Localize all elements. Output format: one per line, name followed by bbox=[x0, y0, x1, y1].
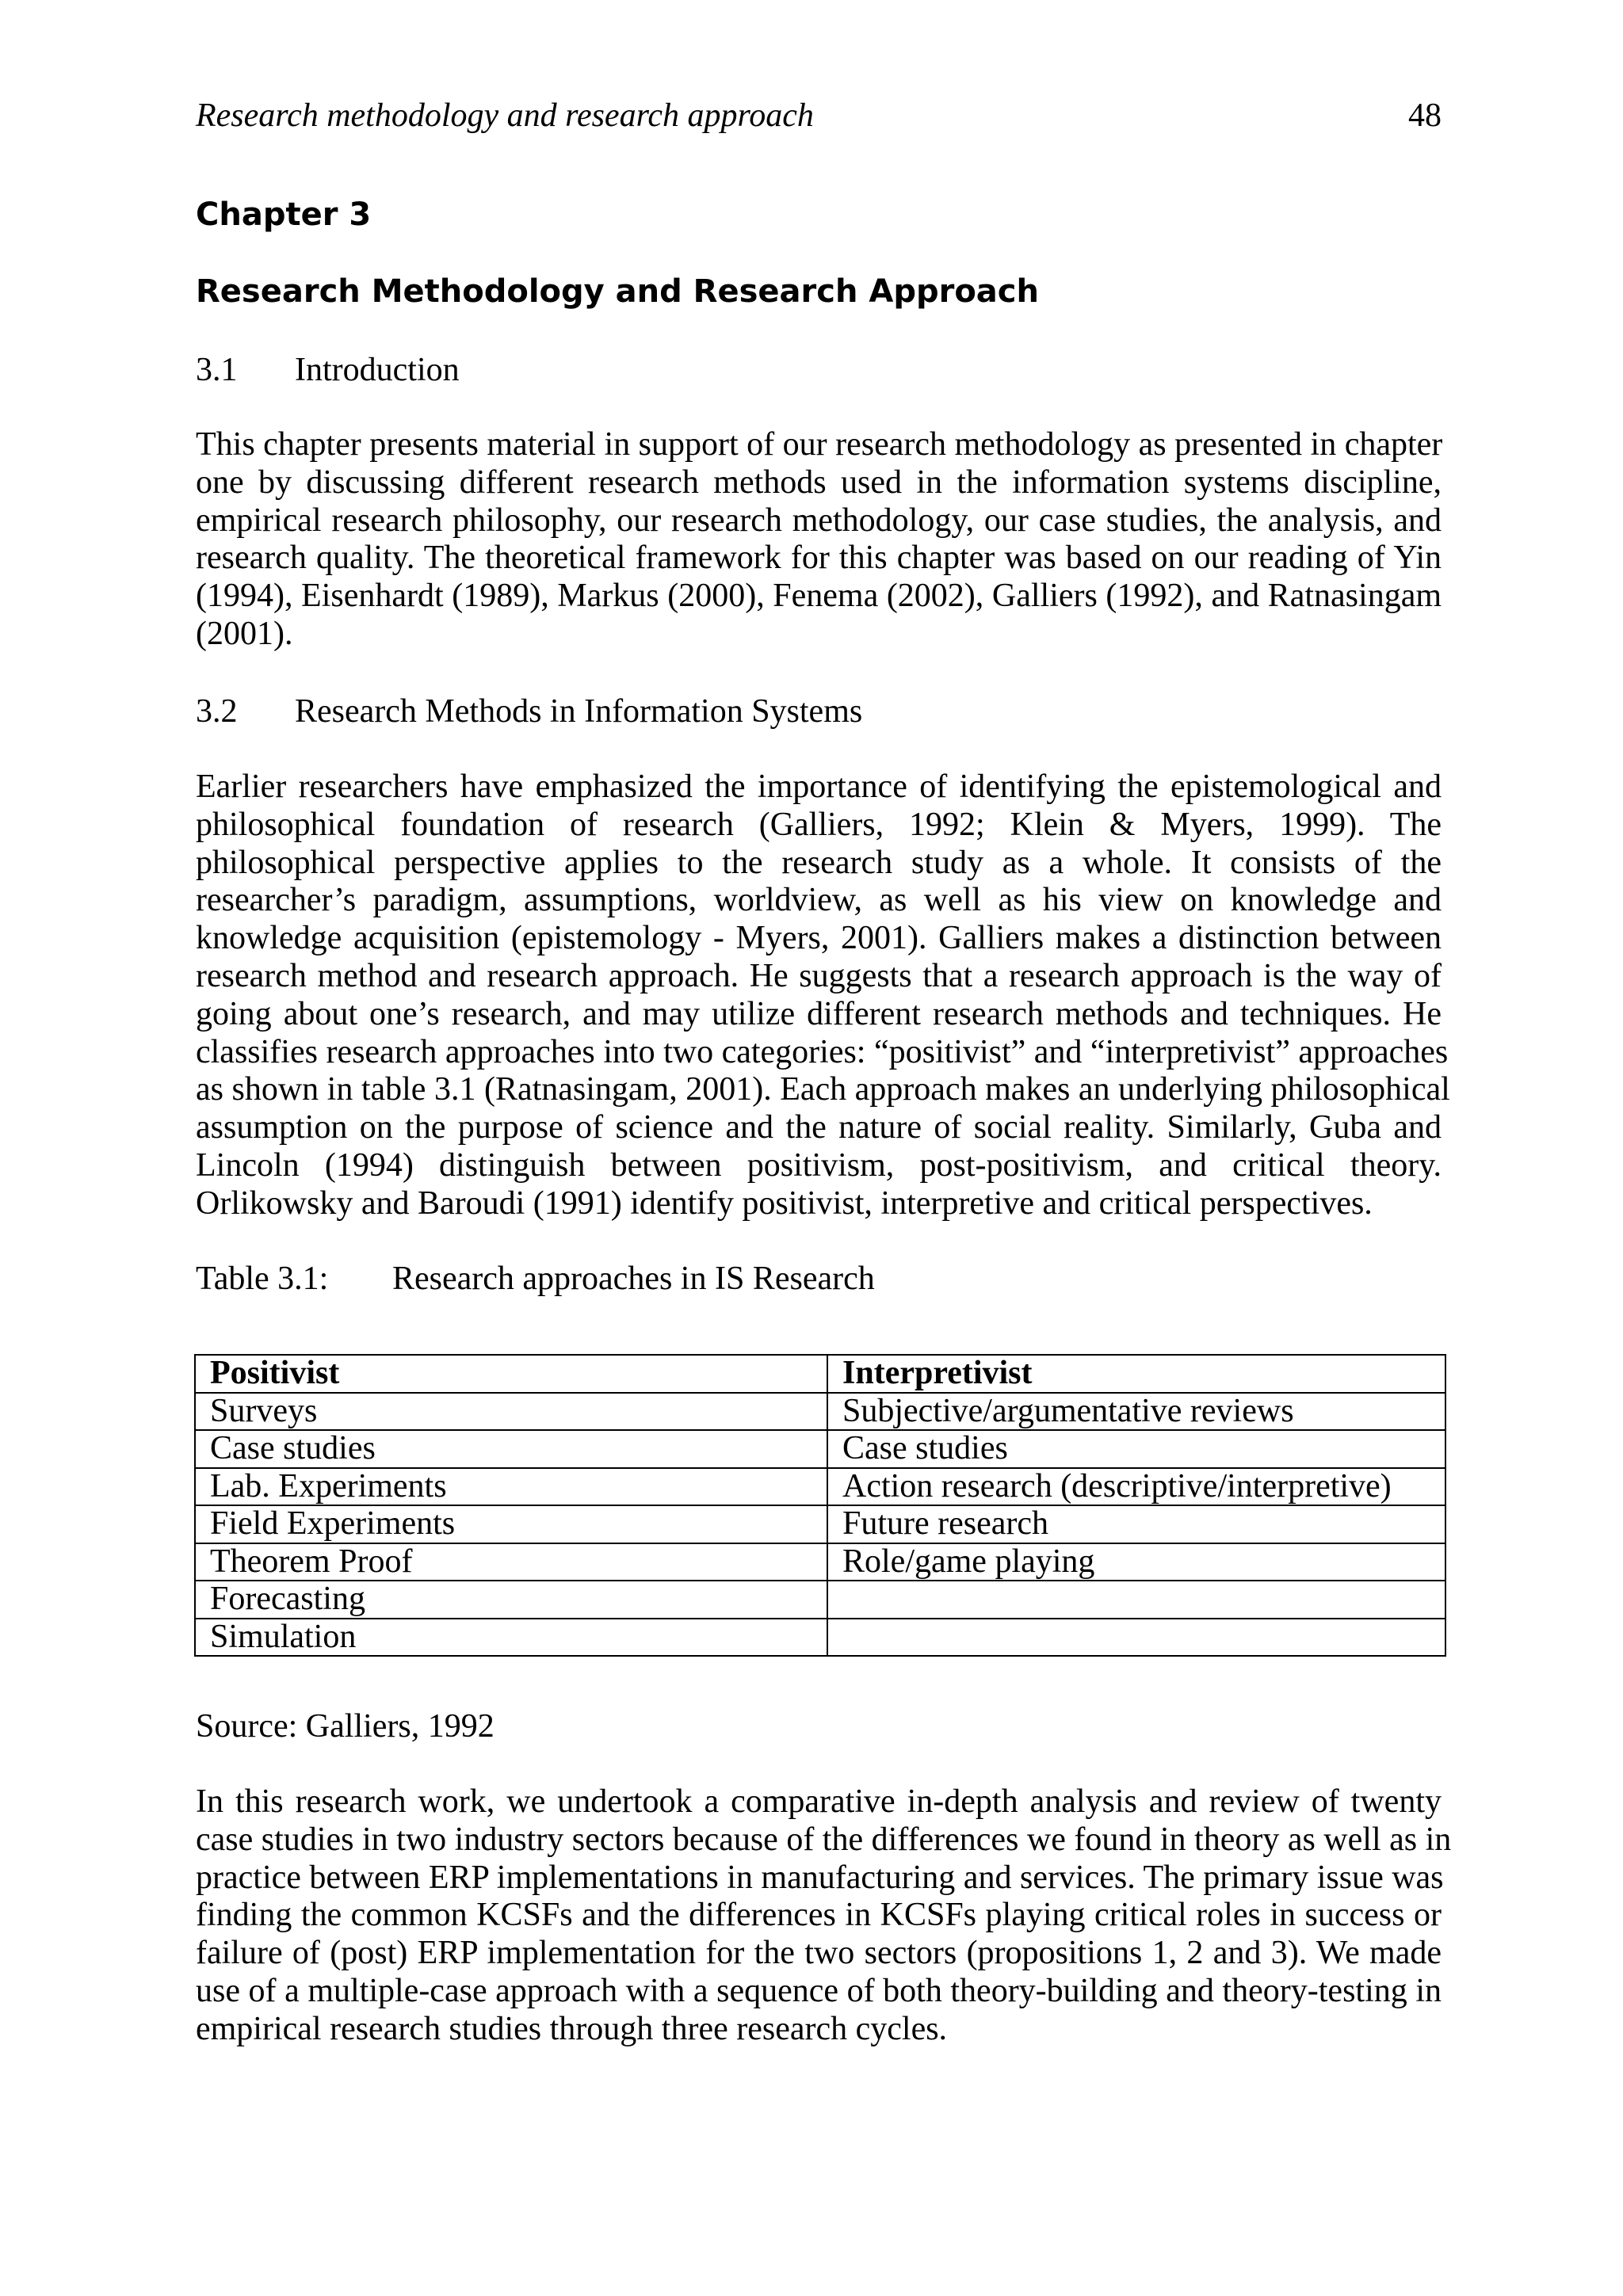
paragraph-research-methods bbox=[196, 769, 1450, 1223]
table-header-row bbox=[195, 1355, 1445, 1393]
paragraph-line: Earlier researchers have emphasized the importance of identifying the epistemological and bbox=[196, 769, 1442, 805]
paragraph-line: research method and research approach. He suggests that a research approach is the way of bbox=[196, 957, 1442, 994]
section-number: 3.2 bbox=[196, 693, 238, 730]
section-title: Introduction bbox=[295, 352, 460, 388]
paragraph-line: Orlikowsky and Baroudi (1991) identify positivist, interpretive and critical perspectives. bbox=[196, 1184, 1373, 1222]
table-row bbox=[195, 1619, 1445, 1657]
table-cell: Surveys bbox=[195, 1393, 827, 1431]
table-row bbox=[195, 1393, 1445, 1431]
table-cell: Role/game playing bbox=[827, 1543, 1445, 1581]
paragraph-line: practice between ERP implementations in manufacturing and services. The primary issue was bbox=[196, 1859, 1444, 1896]
table-row bbox=[195, 1581, 1445, 1619]
table-row bbox=[195, 1505, 1445, 1543]
paragraph-line: philosophical perspective applies to the research study as a whole. It consists of the bbox=[196, 844, 1442, 881]
paragraph-introduction bbox=[196, 426, 1442, 654]
chapter-label: Chapter 3 bbox=[196, 196, 372, 233]
section-title: Research Methods in Information Systems bbox=[295, 693, 863, 730]
table-cell: Field Experiments bbox=[195, 1505, 827, 1543]
paragraph-line: assumption on the purpose of science and the nature of social reality. Similarly, Guba and bbox=[196, 1109, 1442, 1146]
table-cell: Lab. Experiments bbox=[195, 1468, 827, 1506]
table-cell: Future research bbox=[827, 1505, 1445, 1543]
table-cell: Case studies bbox=[827, 1430, 1445, 1468]
paragraph-line: one by discussing different research methods used in the information systems discipline, bbox=[196, 463, 1442, 501]
table-cell: Action research (descriptive/interpretive) bbox=[827, 1468, 1445, 1506]
column-header: Interpretivist bbox=[827, 1355, 1445, 1393]
table-cell: Theorem Proof bbox=[195, 1543, 827, 1581]
paragraph-line: empirical research studies through three research cycles. bbox=[196, 2010, 948, 2047]
paragraph-line: researcher’s paradigm, assumptions, worldview, as well as his view on knowledge and bbox=[196, 882, 1442, 919]
paragraph-line: failure of (post) ERP implementation for the two sectors (propositions 1, 2 and 3). We made bbox=[196, 1935, 1442, 1972]
table-cell: Subjective/argumentative reviews bbox=[827, 1393, 1445, 1431]
section-number: 3.1 bbox=[196, 352, 238, 388]
page-number: 48 bbox=[1408, 97, 1442, 134]
table-cell: Case studies bbox=[195, 1430, 827, 1468]
paragraph-line: use of a multiple-case approach with a sequence of both theory-building and theory-testing in bbox=[196, 1972, 1442, 2009]
research-approaches-table bbox=[194, 1354, 1446, 1657]
paragraph-line: knowledge acquisition (epistemology - Myers, 2001). Galliers makes a distinction between bbox=[196, 920, 1442, 957]
paragraph-line: research quality. The theoretical framework for this chapter was based on our reading of Yin bbox=[196, 540, 1442, 577]
column-header: Positivist bbox=[195, 1355, 827, 1393]
running-header-title: Research methodology and research approach bbox=[196, 97, 814, 134]
table-row bbox=[195, 1468, 1445, 1506]
table-source: Source: Galliers, 1992 bbox=[196, 1708, 495, 1745]
chapter-title: Research Methodology and Research Approach bbox=[196, 273, 1039, 310]
table-row bbox=[195, 1543, 1445, 1581]
paragraph-line: Lincoln (1994) distinguish between positivism, post-positivism, and critical theory. bbox=[196, 1146, 1442, 1184]
table-caption-title: Research approaches in IS Research bbox=[392, 1261, 875, 1297]
table-cell bbox=[827, 1581, 1445, 1619]
paragraph-research-work bbox=[196, 1783, 1452, 2049]
table-cell: Simulation bbox=[195, 1619, 827, 1657]
table-cell: Forecasting bbox=[195, 1581, 827, 1619]
paragraph-line: philosophical foundation of research (Galliers, 1992; Klein & Myers, 1999). The bbox=[196, 806, 1442, 843]
paragraph-line: empirical research philosophy, our research methodology, our case studies, the analysis, and bbox=[196, 502, 1442, 539]
paragraph-line: finding the common KCSFs and the differences in KCSFs playing critical roles in success or bbox=[196, 1897, 1442, 1934]
paragraph-line: classifies research approaches into two categories: “positivist” and “interpretivist” approaches bbox=[196, 1033, 1449, 1070]
paragraph-line: (1994), Eisenhardt (1989), Markus (2000), Fenema (2002), Galliers (1992), and Ratnasingam bbox=[196, 578, 1442, 615]
paragraph-line: case studies in two industry sectors because of the differences we found in theory as well as in bbox=[196, 1821, 1452, 1858]
table-cell bbox=[827, 1619, 1445, 1657]
paragraph-line: as shown in table 3.1 (Ratnasingam, 2001). Each approach makes an underlying philosophical bbox=[196, 1071, 1450, 1108]
paragraph-line: going about one’s research, and may utilize different research methods and techniques. He bbox=[196, 995, 1442, 1032]
paragraph-line: This chapter presents material in support of our research methodology as presented in chapter bbox=[196, 426, 1443, 463]
paragraph-line: (2001). bbox=[196, 615, 293, 652]
table-row bbox=[195, 1430, 1445, 1468]
table-caption-label: Table 3.1: bbox=[196, 1261, 329, 1297]
paragraph-line: In this research work, we undertook a comparative in-depth analysis and review of twenty bbox=[196, 1783, 1442, 1820]
